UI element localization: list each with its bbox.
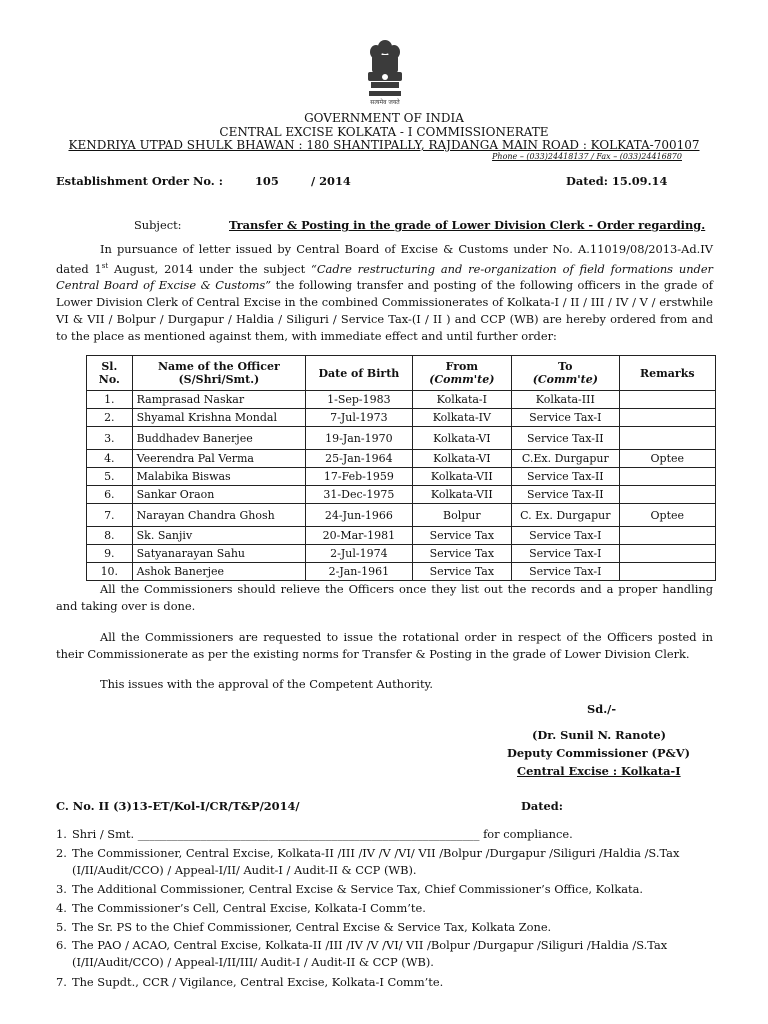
- signature-sd: Sd./-: [587, 702, 617, 716]
- table-row: 3. Buddhadev Banerjee 19-Jan-1970 Kolkata-VI Service Tax-II: [87, 427, 716, 450]
- intro-part1: In pursuance of letter issued by Central Board of Excise & Customs under No. A.11019/08/2013-Ad.IV dated 1: [56, 242, 713, 276]
- intro-paragraph: [56, 241, 713, 345]
- emblem-caption: सत्यमेव जयते: [370, 99, 400, 106]
- relieve-paragraph: All the Commissioners should relieve the Officers once they list out the records and a proper handling and taking over is done.: [56, 582, 713, 613]
- intro-quote: “Cadre restructuring and re-organization of field formations under Central Board of Excise & Customs”: [56, 261, 714, 293]
- header-sl: Sl. No.: [87, 356, 133, 391]
- header-name: Name of the Officer (S/Shri/Smt.): [132, 356, 305, 391]
- header-remarks: Remarks: [619, 356, 715, 391]
- table-row: 1. Ramprasad Naskar 1-Sep-1983 Kolkata-I Kolkata-III: [87, 391, 716, 409]
- table-header-row: [87, 356, 716, 391]
- table-row: 6. Sankar Oraon 31-Dec-1975 Kolkata-VII Service Tax-II: [87, 486, 716, 504]
- table-row: 2. Shyamal Krishna Mondal 7-Jul-1973 Kolkata-IV Service Tax-I: [87, 409, 716, 427]
- order-dated: Dated: 15.09.14: [566, 174, 668, 188]
- file-dated: Dated:: [521, 799, 563, 813]
- signatory-designation: Deputy Commissioner (P&V): [507, 746, 691, 760]
- header-address: KENDRIYA UTPAD SHULK BHAWAN : 180 SHANTIPALLY, RAJDANGA MAIN ROAD : KOLKATA-700107: [68, 138, 700, 152]
- order-label: Establishment Order No. :: [56, 174, 223, 188]
- header-commissionerate: CENTRAL EXCISE KOLKATA - I COMMISSIONERATE: [219, 125, 549, 139]
- intro-part3: the following transfer and posting of the following officers in the grade of Lower Division Clerk of Central Excise in the combined Commissionerates of Kolkata-I / II / III / IV / V / erstwhile VI & VII / Bolpur / Durgapur / Haldia / Siliguri / Service Tax-(I / II ) and CCP (WB) are hereby ordered from and to the place as mentioned against them, with immediate effect and until further order:: [56, 278, 713, 343]
- intro-part2: August, 2014 under the subject: [108, 261, 311, 276]
- header-from: From (Comm'te): [412, 356, 511, 391]
- header-phone-fax: Phone – (033)24418137 / Fax – (033)24416870: [492, 152, 682, 161]
- table-row: 7. Narayan Chandra Ghosh 24-Jun-1966 Bolpur C. Ex. Durgapur Optee: [87, 504, 716, 527]
- table-row: 9. Satyanarayan Sahu 2-Jul-1974 Service Tax Service Tax-I: [87, 545, 716, 563]
- header-dob: Date of Birth: [306, 356, 413, 391]
- order-number: 105: [255, 174, 279, 188]
- national-emblem-icon: [363, 38, 407, 108]
- header-government: GOVERNMENT OF INDIA: [304, 111, 464, 125]
- signatory-office: Central Excise : Kolkata-I: [517, 764, 681, 778]
- intro-sup: st: [101, 261, 109, 270]
- table-row: 4. Veerendra Pal Verma 25-Jan-1964 Kolkata-VI C.Ex. Durgapur Optee: [87, 450, 716, 468]
- table-row: 5. Malabika Biswas 17-Feb-1959 Kolkata-VII Service Tax-II: [87, 468, 716, 486]
- rotational-paragraph: All the Commissioners are requested to issue the rotational order in respect of the Officers posted in their Commissionerate as per the existing norms for Transfer & Posting in the grade of Lower Division Clerk.: [56, 630, 713, 661]
- file-number: C. No. II (3)13-ET/Kol-I/CR/T&P/2014/: [56, 799, 300, 813]
- table-row: 10. Ashok Banerjee 2-Jan-1961 Service Tax Service Tax-I: [87, 563, 716, 581]
- officers-table: [86, 355, 716, 581]
- header-to: To (Comm'te): [512, 356, 620, 391]
- approval-paragraph: This issues with the approval of the Competent Authority.: [100, 677, 434, 691]
- table-row: 8. Sk. Sanjiv 20-Mar-1981 Service Tax Service Tax-I: [87, 527, 716, 545]
- order-year: / 2014: [311, 174, 351, 188]
- subject-label: Subject:: [134, 218, 182, 232]
- signatory-name: (Dr. Sunil N. Ranote): [532, 728, 667, 742]
- subject-text: Transfer & Posting in the grade of Lower Division Clerk - Order regarding.: [229, 218, 706, 232]
